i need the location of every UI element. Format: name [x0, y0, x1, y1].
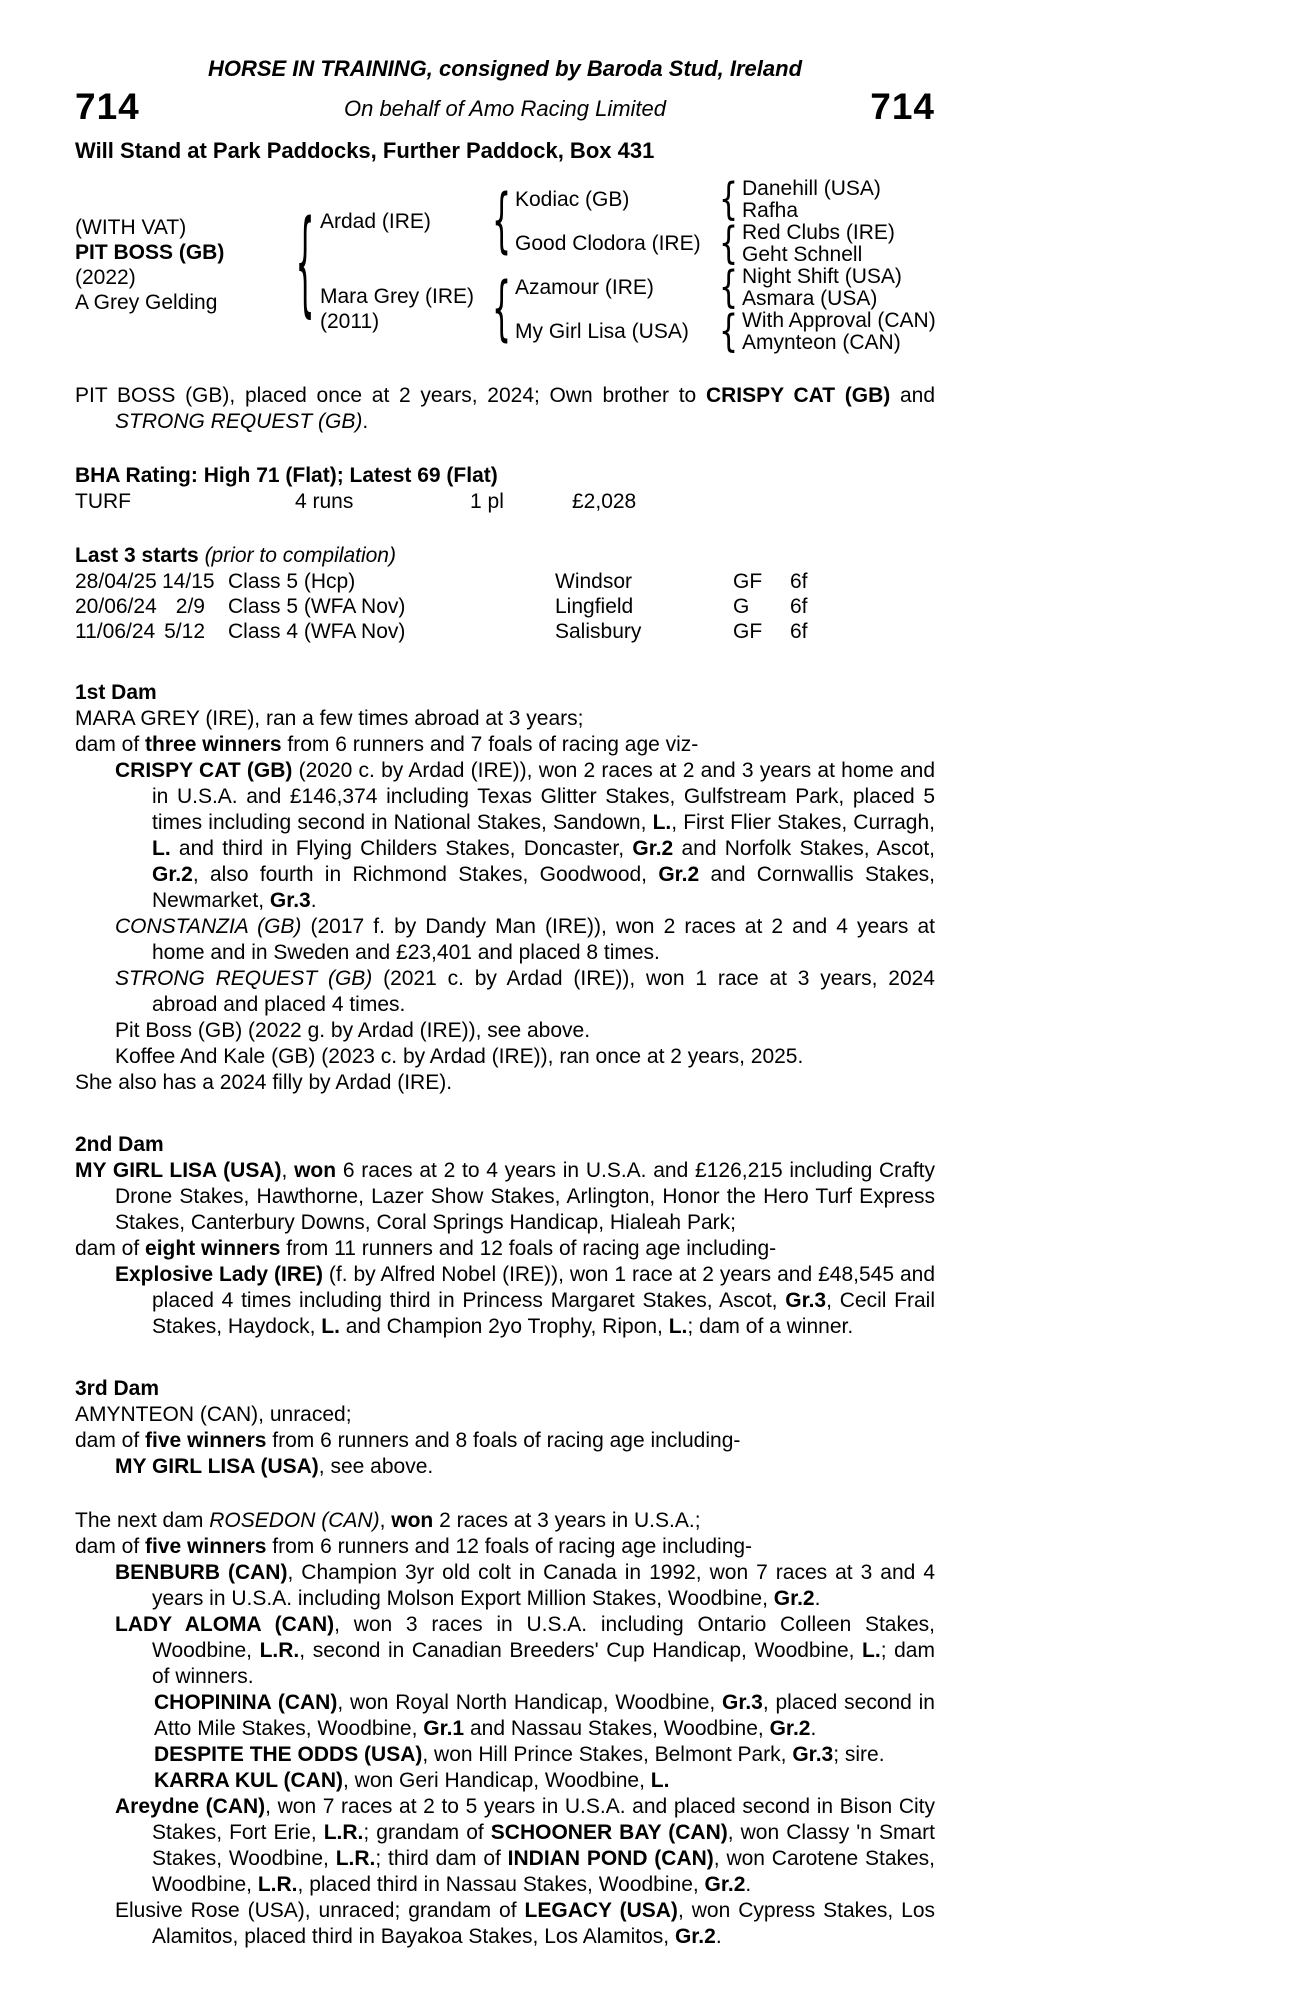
race-class: Class 4 (WFA Nov) [228, 620, 406, 643]
progeny-entry-despite-the-odds: DESPITE THE ODDS (USA), won Hill Prince Stakes, Belmont Park, Gr.3; sire. [154, 1743, 885, 1766]
race-distance: 6f [790, 595, 808, 618]
race-position: 5/12 [164, 620, 205, 643]
race-position: 14/15 [162, 570, 215, 593]
dam-sire-sire-name: Night Shift (USA) [742, 264, 902, 288]
progeny-entry-constanzia: CONSTANZIA (GB) (2017 f. by Dandy Man (IRE)), won 2 races at 2 and 4 years at home and in Sweden and £23,401 and placed 8 times. [115, 915, 935, 964]
subject-horse-name: PIT BOSS (GB) [75, 241, 225, 264]
pedigree-table [75, 173, 936, 357]
race-date: 11/06/24 [75, 620, 156, 643]
catalogue-page [75, 0, 935, 1950]
race-course: Salisbury [555, 620, 642, 643]
subject-foaled-year: (2022) [75, 266, 136, 289]
pedigree-brace-dam-dam: { [718, 305, 739, 357]
pedigree-brace-dam: { [491, 267, 512, 351]
masthead-row [75, 87, 935, 131]
dam-year: (2011) [320, 310, 380, 333]
sire-dam-sire-name: Red Clubs (IRE) [742, 220, 895, 244]
sire-dam-name: Good Clodora (IRE) [515, 231, 701, 255]
sire-sire-sire-name: Danehill (USA) [742, 176, 881, 200]
pedigree-brace-sire-sire: { [718, 173, 739, 225]
dam-name: Mara Grey (IRE) [320, 285, 475, 308]
race-distance: 6f [790, 570, 808, 593]
sire-sire-name: Kodiac (GB) [515, 187, 630, 211]
progeny-entry-lady-aloma: LADY ALOMA (CAN), won 3 races in U.S.A. including Ontario Colleen Stakes, Woodbine, L.R., second in Canadian Breeders' Cup Handicap, Woodbine, L.; dam of winners. [115, 1613, 935, 1688]
dam2-paragraph: dam of eight winners from 11 runners and 12 foals of racing age including- [75, 1237, 777, 1260]
lot-number-left: 714 [75, 86, 140, 127]
progeny-entry-explosive-lady: Explosive Lady (IRE) (f. by Alfred Nobel (IRE)), won 1 race at 2 years and £48,545 and placed 4 times including third in Princess Margaret Stakes, Ascot, Gr.3, Cecil Frail Stakes, Haydock, L. and Champion 2yo Trophy, Ripon, L.; dam of a winner. [115, 1263, 935, 1338]
progeny-entry-chopinina: CHOPININA (CAN), won Royal North Handicap, Woodbine, Gr.3, placed second in Atto Mile Stakes, Woodbine, Gr.1 and Nassau Stakes, Woodbine, Gr.2. [154, 1691, 935, 1740]
progeny-entry-karra-kul: KARRA KUL (CAN), won Geri Handicap, Woodbine, L. [154, 1769, 670, 1792]
race-distance: 6f [790, 620, 808, 643]
sire-dam-dam-name: Geht Schnell [742, 242, 863, 266]
dam-dam-sire-name: With Approval (CAN) [742, 308, 936, 332]
dam1-paragraph: dam of three winners from 6 runners and 7 foals of racing age viz- [75, 733, 699, 756]
subject-horse-block [75, 177, 290, 353]
subject-description: A Grey Gelding [75, 291, 218, 314]
race-position: 2/9 [175, 595, 205, 618]
race-row [75, 569, 935, 594]
race-going: G [733, 595, 750, 618]
stats-runs: 4 runs [295, 490, 354, 513]
dam-dam-name: My Girl Lisa (USA) [515, 319, 689, 343]
progeny-entry-crispy-cat: CRISPY CAT (GB) (2020 c. by Ardad (IRE)), won 2 races at 2 and 3 years at home and in U.S.A. and £146,374 including Texas Glitter Stakes, Gulfstream Park, placed 5 times including second in National Stakes, Sandown, L., First Flier Stakes, Curragh, L. and third in Flying Childers Stakes, Doncaster, Gr.2 and Norfolk Stakes, Ascot, Gr.2, also fourth in Richmond Stakes, Goodwood, Gr.2 and Cornwallis Stakes, Newmarket, Gr.3. [115, 759, 936, 912]
dam1-note: She also has a 2024 filly by Ardad (IRE). [75, 1071, 453, 1094]
stats-surface: TURF [75, 490, 131, 513]
next-dam-paragraph: The next dam ROSEDON (CAN), won 2 races at 3 years in U.S.A.; [75, 1509, 701, 1532]
pedigree-brace-sire-dam: { [718, 217, 739, 269]
section-heading-1st-dam: 1st Dam [75, 681, 157, 704]
lot-number-right: 714 [870, 86, 935, 127]
section-heading-2nd-dam: 2nd Dam [75, 1133, 164, 1156]
race-class: Class 5 (Hcp) [228, 570, 356, 593]
progeny-entry-koffee-and-kale: Koffee And Kale (GB) (2023 c. by Ardad (IRE)), ran once at 2 years, 2025. [115, 1045, 804, 1068]
race-going: GF [733, 570, 763, 593]
intro-paragraph: PIT BOSS (GB), placed once at 2 years, 2024; Own brother to CRISPY CAT (GB) and STRONG REQUEST (GB). [75, 384, 936, 433]
race-course: Windsor [555, 570, 633, 593]
last-starts-heading: Last 3 starts (prior to compilation) [75, 544, 396, 567]
dam2-paragraph: MY GIRL LISA (USA), won 6 races at 2 to 4 years in U.S.A. and £126,215 including Crafty Drone Stakes, Hawthorne, Lazer Show Stakes, Arlington, Honor the Hero Turf Express Stakes, Canterbury Downs, Coral Springs Handicap, Hialeah Park; [75, 1159, 935, 1234]
stand-location-line: Will Stand at Park Paddocks, Further Paddock, Box 431 [75, 138, 655, 163]
race-date: 28/04/25 [75, 570, 157, 593]
dam-sire-name: Azamour (IRE) [515, 275, 654, 299]
pedigree-brace-sire: { [491, 179, 512, 263]
last-starts-table [75, 569, 935, 644]
sire-sire-dam-name: Rafha [742, 198, 799, 222]
dam-sire-dam-name: Asmara (USA) [742, 286, 878, 310]
stats-places: 1 pl [470, 490, 504, 513]
dam-name-block [320, 265, 488, 353]
turf-stats-row [75, 489, 935, 515]
sire-name: Ardad (IRE) [320, 209, 431, 233]
race-going: GF [733, 620, 763, 643]
progeny-entry-my-girl-lisa: MY GIRL LISA (USA), see above. [115, 1455, 434, 1478]
pedigree-brace-dam-sire: { [718, 261, 739, 313]
dam1-paragraph: MARA GREY (IRE), ran a few times abroad at 3 years; [75, 707, 584, 730]
bha-rating-line: BHA Rating: High 71 (Flat); Latest 69 (Flat) [75, 464, 498, 487]
section-heading-3rd-dam: 3rd Dam [75, 1377, 160, 1400]
consignment-line: HORSE IN TRAINING, consigned by Baroda Stud, Ireland [207, 56, 803, 81]
vat-note: (WITH VAT) [75, 216, 187, 239]
on-behalf-line: On behalf of Amo Racing Limited [343, 96, 667, 121]
stats-earnings: £2,028 [572, 490, 637, 513]
dam3-paragraph: dam of five winners from 6 runners and 8 foals of racing age including- [75, 1429, 741, 1452]
race-row [75, 594, 935, 619]
progeny-entry-pit-boss: Pit Boss (GB) (2022 g. by Ardad (IRE)), see above. [115, 1019, 591, 1042]
race-row [75, 619, 935, 644]
progeny-entry-areydne: Areydne (CAN), won 7 races at 2 to 5 years in U.S.A. and placed second in Bison City Stakes, Fort Erie, L.R.; grandam of SCHOONER BAY (CAN), won Classy 'n Smart Stakes, Woodbine, L.R.; third dam of INDIAN POND (CAN), won Carotene Stakes, Woodbine, L.R., placed third in Nassau Stakes, Woodbine, Gr.2. [115, 1795, 936, 1896]
race-class: Class 5 (WFA Nov) [228, 595, 406, 618]
next-dam-paragraph: dam of five winners from 6 runners and 12 foals of racing age including- [75, 1535, 753, 1558]
progeny-entry-benburb: BENBURB (CAN), Champion 3yr old colt in Canada in 1992, won 7 races at 3 and 4 years in U.S.A. including Molson Export Million Stakes, Woodbine, Gr.2. [115, 1561, 935, 1610]
dam-dam-dam-name: Amynteon (CAN) [742, 330, 901, 354]
race-course: Lingfield [555, 595, 634, 618]
race-date: 20/06/24 [75, 595, 157, 618]
progeny-entry-elusive-rose: Elusive Rose (USA), unraced; grandam of LEGACY (USA), won Cypress Stakes, Los Alamitos, placed third in Bayakoa Stakes, Los Alamitos, Gr.2. [115, 1899, 935, 1948]
dam3-paragraph: AMYNTEON (CAN), unraced; [75, 1403, 352, 1426]
progeny-entry-strong-request: STRONG REQUEST (GB) (2021 c. by Ardad (IRE)), won 1 race at 3 years, 2024 abroad and placed 4 times. [115, 967, 935, 1016]
pedigree-brace-gen1: { [295, 198, 315, 332]
